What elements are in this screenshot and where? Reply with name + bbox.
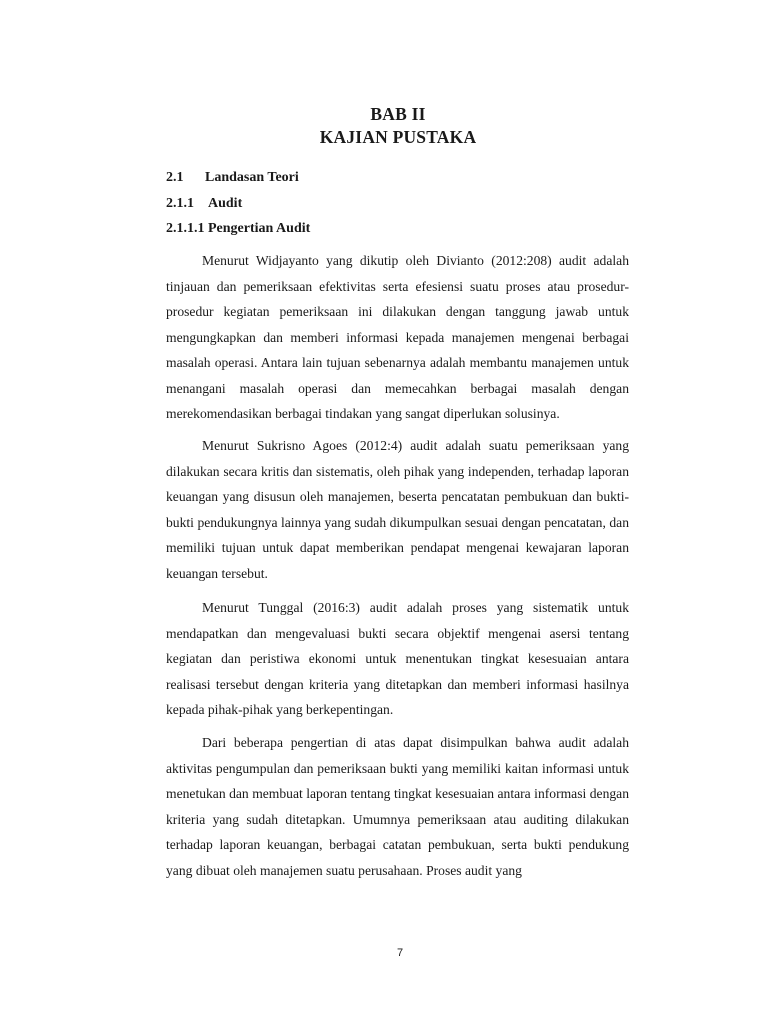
section-title: Landasan Teori [205,170,299,185]
section-title: Audit [208,196,243,211]
section-number: 2.1.1.1 [166,221,205,236]
body-paragraph: Menurut Widjayanto yang dikutip oleh Divianto (2012:208) audit adalah tinjauan dan pemeriksaan efektivitas serta efesiensi suatu proses atau prosedur-prosedur kegiatan pemeriksaan ini dilakukan dengan tanggung jawab untuk mengungkapkan dan memberi informasi kepada manajemen mengenai berbagai masalah operasi. Antara lain tujuan sebenarnya adalah membantu manajemen untuk menangani masalah operasi dan memecahkan berbagai masalah dengan merekomendasikan berbagai tindakan yang sangat diperlukan solusinya. [166,253,629,421]
chapter-number: BAB II [370,104,426,124]
section-number: 2.1.1 [166,196,194,211]
body-paragraph: Dari beberapa pengertian di atas dapat disimpulkan bahwa audit adalah aktivitas pengumpulan dan pemeriksaan bukti yang memiliki kaitan informasi untuk menetukan dan membuat laporan tentang tingkat kesesuaian antara informasi dengan kriteria yang sudah ditetapkan. Umumnya pemeriksaan atau auditing dilakukan terhadap laporan keuangan, berbagai catatan pembukuan, serta bukti pendukung yang dibuat oleh manajemen suatu perusahaan. Proses audit yang [166,735,629,878]
section-heading-2-1-1-1 [166,221,310,237]
body-paragraph: Menurut Tunggal (2016:3) audit adalah proses yang sistematik untuk mendapatkan dan mengevaluasi bukti secara objektif mengenai asersi tentang kegiatan dan peristiwa ekonomi untuk menentukan tingkat kesesuaian antara realisasi tersebut dengan kriteria yang ditetapkan dan memberi informasi hasilnya kepada pihak-pihak yang berkepentingan. [166,600,629,717]
section-title: Pengertian Audit [208,221,311,236]
section-heading-2-1-1 [166,196,242,212]
section-number: 2.1 [166,170,184,185]
section-heading-2-1 [166,170,299,186]
page-number: 7 [396,947,404,959]
body-paragraph: Menurut Sukrisno Agoes (2012:4) audit adalah suatu pemeriksaan yang dilakukan secara kritis dan sistematis, oleh pihak yang independen, terhadap laporan keuangan yang disusun oleh manajemen, beserta pencatatan pembukuan dan bukti-bukti pendukungnya lainnya yang sudah dikumpulkan sesuai dengan pencatatan, dan memiliki tujuan untuk dapat memberikan pendapat mengenai kewajaran laporan keuangan tersebut. [166,438,629,581]
chapter-title: KAJIAN PUSTAKA [319,127,477,147]
